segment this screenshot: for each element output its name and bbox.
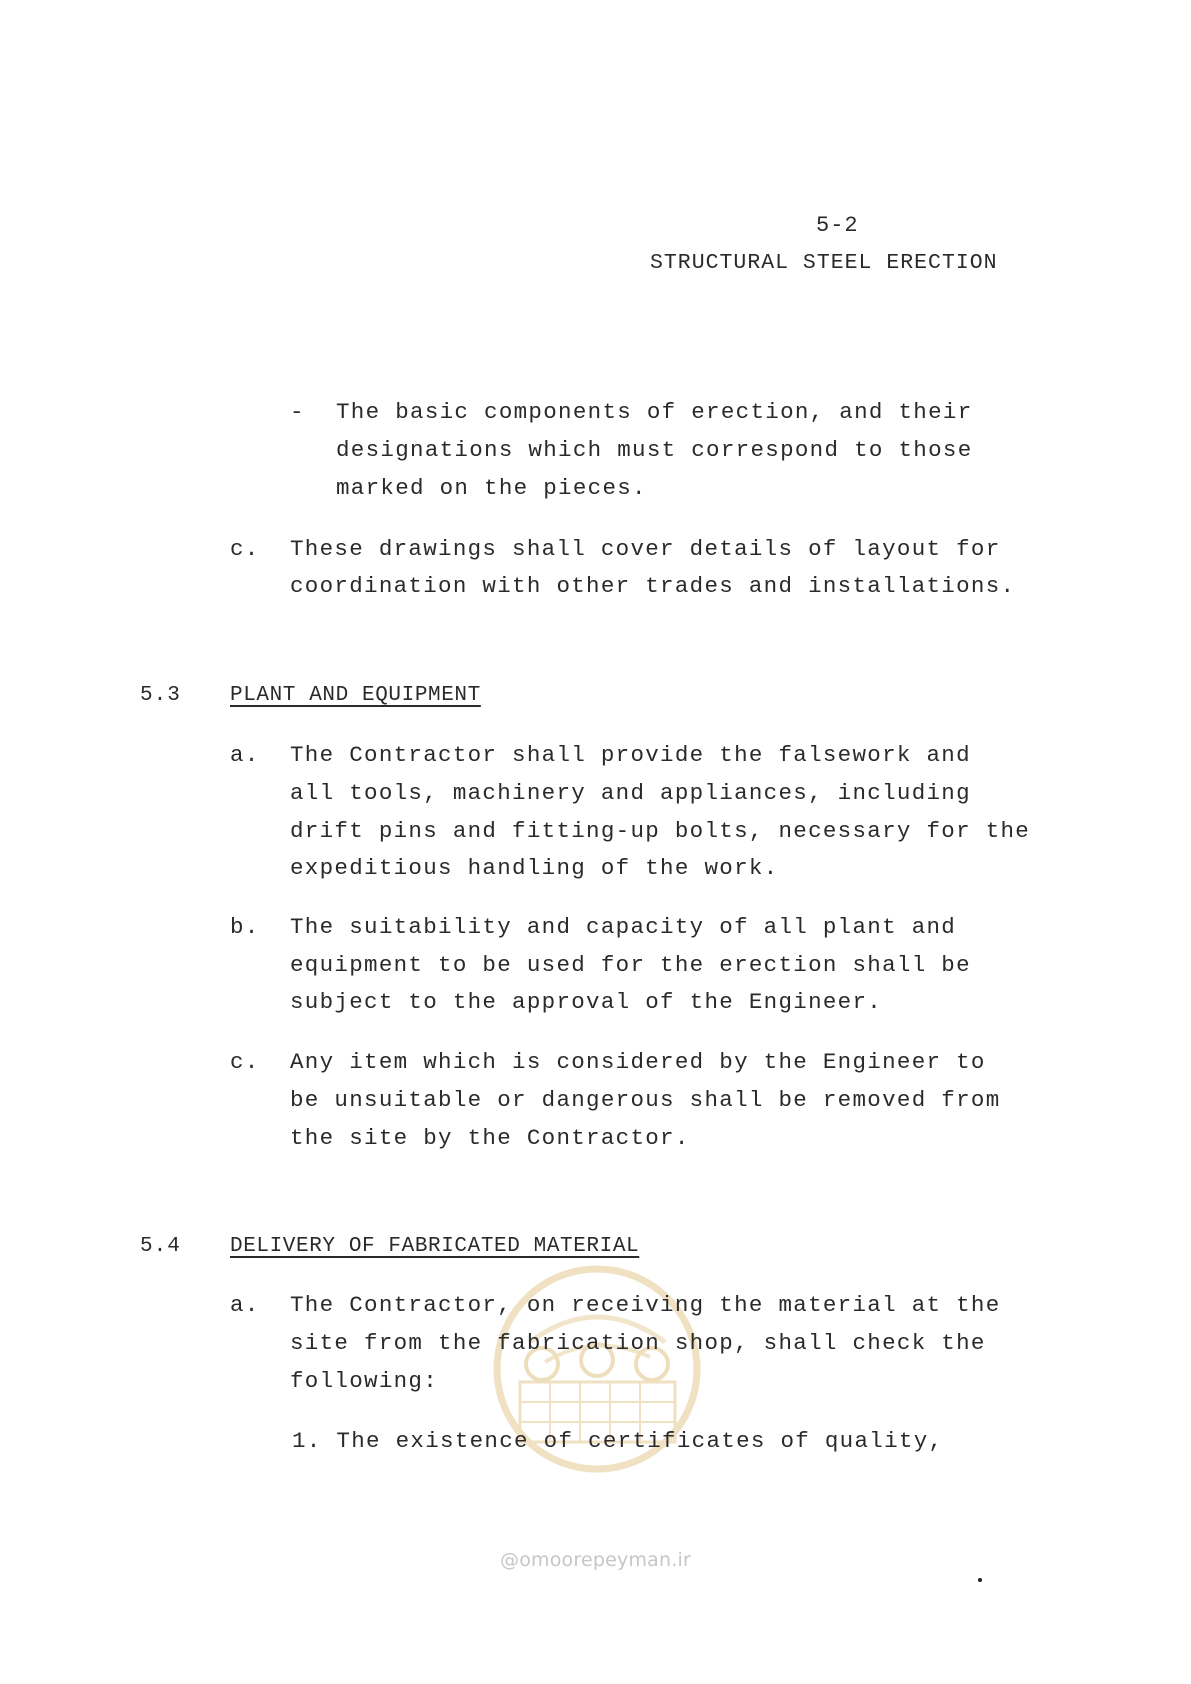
watermark-site-text: @omoorepeyman.ir [500, 1549, 691, 1571]
s53-item-a-marker: a. [230, 742, 260, 768]
s53-item-a-line-3: drift pins and fitting-up bolts, necessary for the [290, 818, 1031, 844]
dash-line-1: The basic components of erection, and their [336, 399, 973, 425]
s54-item-a-marker: a. [230, 1292, 260, 1318]
dash-marker: - [290, 399, 305, 425]
s54-item-a-line-2: site from the fabrication shop, shall check the [290, 1330, 986, 1356]
s53-item-b-marker: b. [230, 914, 260, 940]
s53-item-c-line-1: Any item which is considered by the Engineer to [290, 1049, 986, 1075]
s53-item-c-line-2: be unsuitable or dangerous shall be removed from [290, 1087, 1001, 1113]
section-5-3-number: 5.3 [140, 684, 181, 707]
section-header-title: STRUCTURAL STEEL ERECTION [650, 251, 998, 275]
s54-item-a-line-1: The Contractor, on receiving the material at the [290, 1292, 1001, 1318]
section-5-4-number: 5.4 [140, 1235, 181, 1258]
s54-item-a-line-3: following: [290, 1368, 439, 1394]
scan-speck [978, 1578, 982, 1582]
item-c-line-1: These drawings shall cover details of layout for [290, 536, 1001, 562]
page-code: 5-2 [816, 213, 859, 238]
s53-item-a-line-4: expeditious handling of the work. [290, 855, 779, 881]
s54-subitem-1: 1. The existence of certificates of quality, [292, 1428, 944, 1454]
dash-line-3: marked on the pieces. [336, 475, 647, 501]
item-c-marker: c. [230, 536, 260, 562]
s53-item-a-line-2: all tools, machinery and appliances, including [290, 780, 971, 806]
section-5-3-title: PLANT AND EQUIPMENT [230, 684, 481, 707]
s53-item-c-line-3: the site by the Contractor. [290, 1125, 690, 1151]
s53-item-b-line-3: subject to the approval of the Engineer. [290, 989, 883, 1015]
item-c-line-2: coordination with other trades and installations. [290, 573, 1016, 599]
s53-item-b-line-1: The suitability and capacity of all plant and [290, 914, 957, 940]
dash-line-2: designations which must correspond to those [336, 437, 973, 463]
s53-item-c-marker: c. [230, 1049, 260, 1075]
section-5-4-title: DELIVERY OF FABRICATED MATERIAL [230, 1235, 640, 1258]
s53-item-a-line-1: The Contractor shall provide the falsework and [290, 742, 971, 768]
s53-item-b-line-2: equipment to be used for the erection shall be [290, 952, 971, 978]
